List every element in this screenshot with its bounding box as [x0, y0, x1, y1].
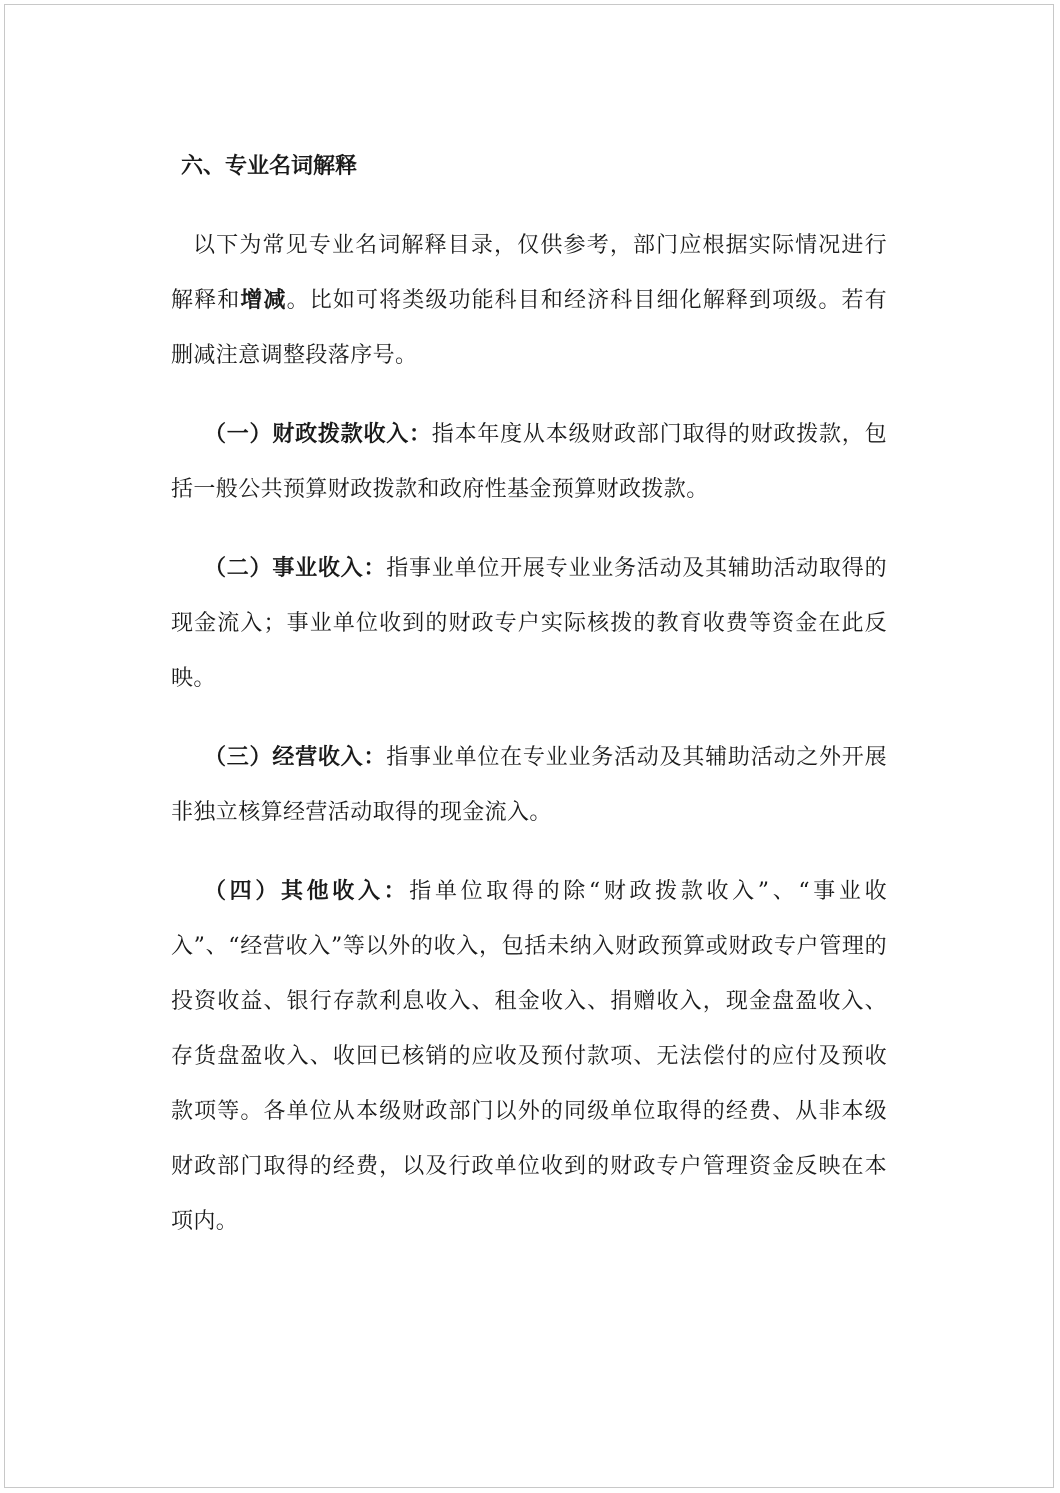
intro-text-after: 。比如可将类级功能科目和经济科目细化解释到项级。若有删减注意调整段落序号。 — [171, 288, 887, 368]
intro-paragraph — [171, 218, 887, 383]
definition-text: 指单位取得的除“财政拨款收入”、“事业收入”、“经营收入”等以外的收入，包括未纳入财政预算或财政专户管理的投资收益、银行存款利息收入、租金收入、捐赠收入，现金盘盈收入、存货盘盈收入、收回已核销的应收及预付款项、无法偿付的应付及预收款项等。各单位从本级财政部门以外的同级单位取得的经费、从非本级财政部门取得的经费，以及行政单位收到的财政专户管理资金反映在本项内。 — [171, 879, 887, 1234]
definition-text: 指事业单位开展专业业务活动及其辅助活动取得的现金流入；事业单位收到的财政专户实际核拨的教育收费等资金在此反映。 — [171, 556, 887, 691]
definition-term: （三）经营收入： — [204, 744, 387, 770]
intro-text-before: 以下为常见专业名词解释目录，仅供参考，部门应根据实际情况进行解释和 — [171, 233, 887, 313]
definition-term: （四）其他收入： — [204, 878, 410, 904]
definition-text: 指本年度从本级财政部门取得的财政拨款，包括一般公共预算财政拨款和政府性基金预算财政拨款。 — [171, 422, 887, 502]
definition-term: （二）事业收入： — [204, 555, 387, 581]
definition-paragraph-3 — [171, 730, 887, 840]
document-page — [4, 4, 1054, 1488]
definition-term: （一）财政拨款收入： — [204, 421, 432, 447]
definition-paragraph-4 — [171, 864, 887, 1249]
section-heading: 六、专业名词解释 — [181, 153, 358, 179]
definition-text: 指事业单位在专业业务活动及其辅助活动之外开展非独立核算经营活动取得的现金流入。 — [171, 745, 887, 825]
intro-emphasis: 增减 — [240, 287, 287, 313]
definition-paragraph-2 — [171, 541, 887, 706]
definition-paragraph-1 — [171, 407, 887, 517]
